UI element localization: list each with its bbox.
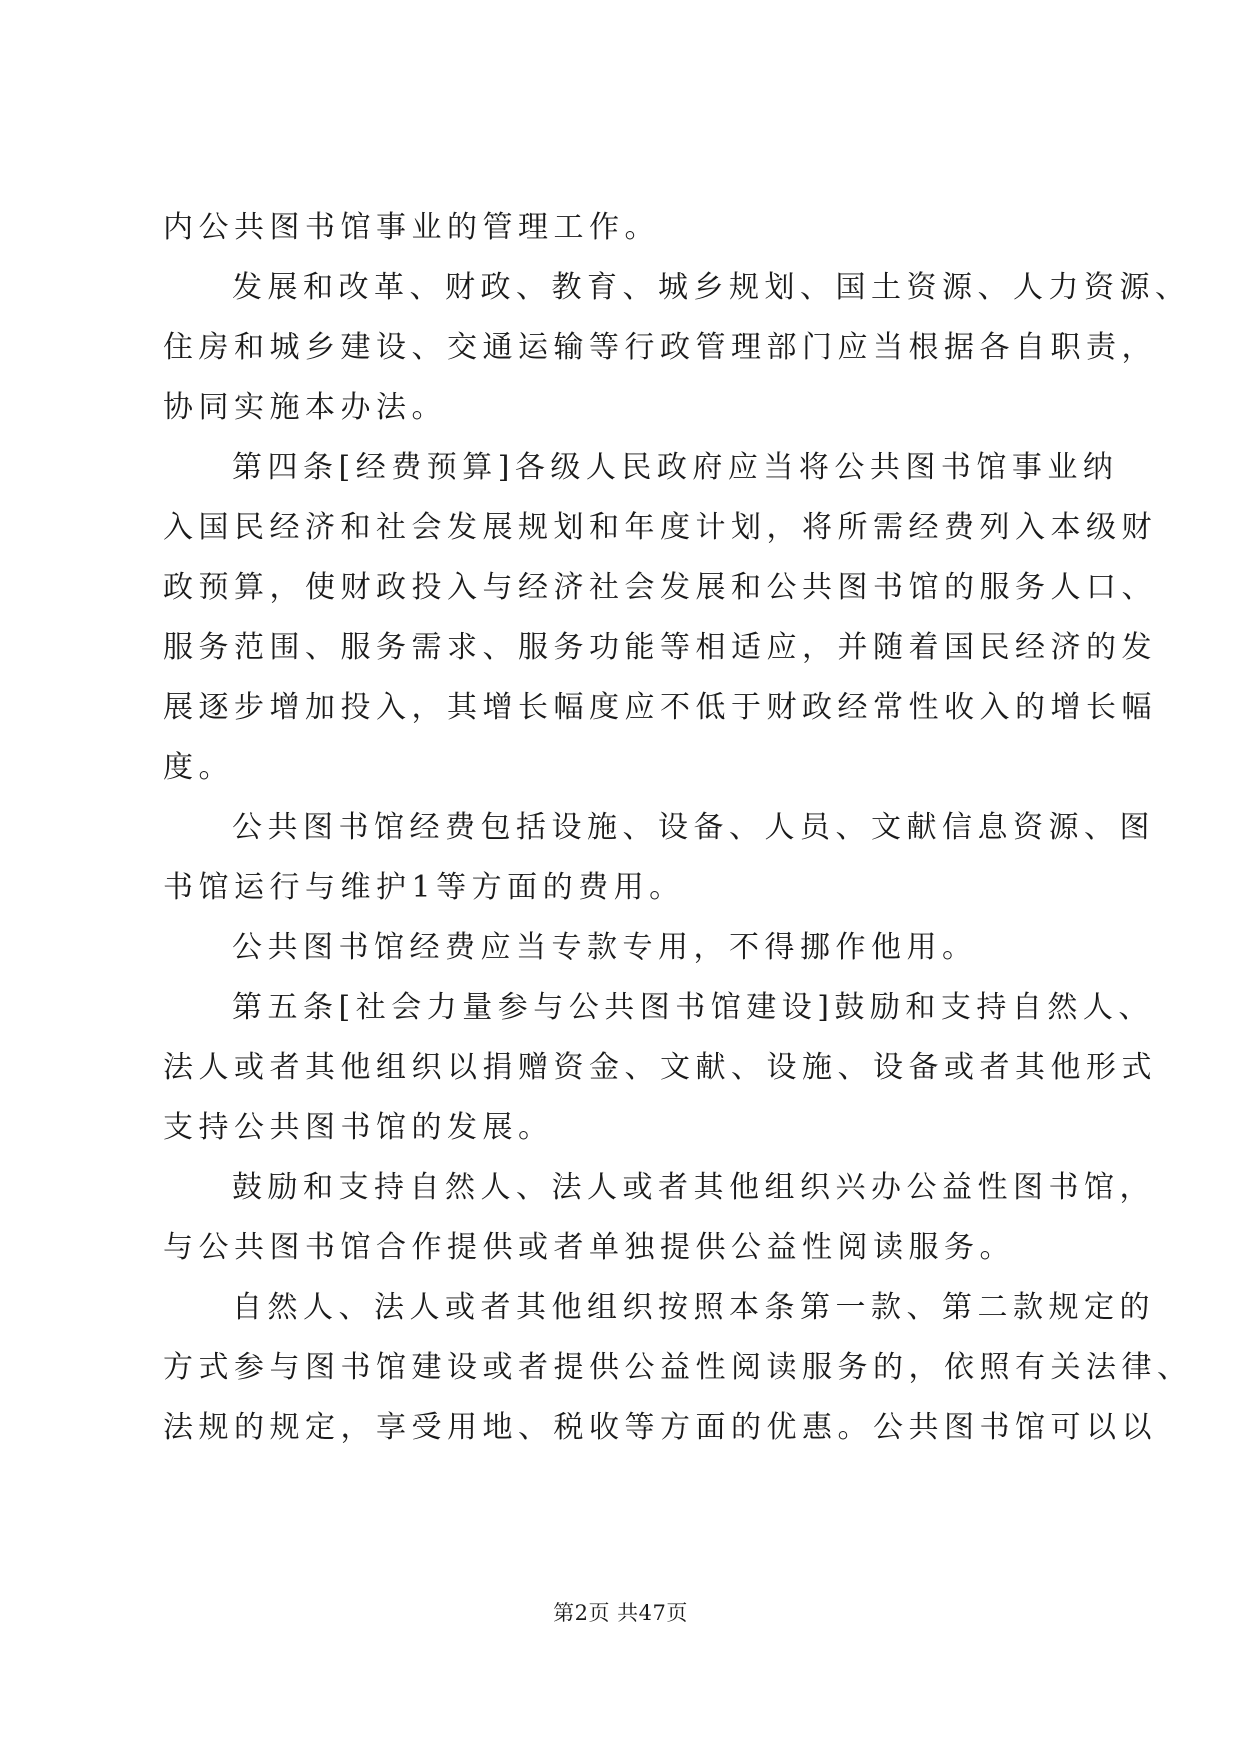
text-line: 协同实施本办法。 bbox=[163, 390, 447, 425]
text-line: 发展和改革、财政、教育、城乡规划、国土资源、人力资源、 bbox=[232, 270, 1191, 305]
text-line: 公共图书馆经费包括设施、设备、人员、文献信息资源、图 bbox=[232, 810, 1155, 845]
text-line: 法规的规定，享受用地、税收等方面的优惠。公共图书馆可以以 bbox=[163, 1410, 1157, 1445]
text-line: 支持公共图书馆的发展。 bbox=[163, 1110, 554, 1145]
text-line: 第五条[社会力量参与公共图书馆建设]鼓励和支持自然人、 bbox=[232, 990, 1154, 1025]
text-line: 公共图书馆经费应当专款专用，不得挪作他用。 bbox=[232, 930, 978, 965]
text-line: 法人或者其他组织以捐赠资金、文献、设施、设备或者其他形式 bbox=[163, 1050, 1157, 1085]
text-line: 展逐步增加投入，其增长幅度应不低于财政经常性收入的增长幅 bbox=[163, 690, 1157, 725]
text-line: 住房和城乡建设、交通运输等行政管理部门应当根据各自职责， bbox=[163, 330, 1157, 365]
text-line: 入国民经济和社会发展规划和年度计划，将所需经费列入本级财 bbox=[163, 510, 1157, 545]
text-line: 服务范围、服务需求、服务功能等相适应，并随着国民经济的发 bbox=[163, 630, 1157, 665]
page-number-footer: 第2页 共47页 bbox=[553, 1601, 688, 1625]
text-line: 度。 bbox=[163, 750, 234, 785]
text-line: 方式参与图书馆建设或者提供公益性阅读服务的，依照有关法律、 bbox=[163, 1350, 1193, 1385]
text-line: 与公共图书馆合作提供或者单独提供公益性阅读服务。 bbox=[163, 1230, 1015, 1265]
text-line: 第四条[经费预算]各级人民政府应当将公共图书馆事业纳 bbox=[232, 450, 1119, 485]
text-line: 书馆运行与维护1等方面的费用。 bbox=[163, 870, 685, 905]
text-line: 内公共图书馆事业的管理工作。 bbox=[163, 210, 660, 245]
text-line: 鼓励和支持自然人、法人或者其他组织兴办公益性图书馆， bbox=[232, 1170, 1155, 1205]
text-line: 自然人、法人或者其他组织按照本条第一款、第二款规定的 bbox=[232, 1290, 1155, 1325]
text-line: 政预算，使财政投入与经济社会发展和公共图书馆的服务人口、 bbox=[163, 570, 1157, 605]
